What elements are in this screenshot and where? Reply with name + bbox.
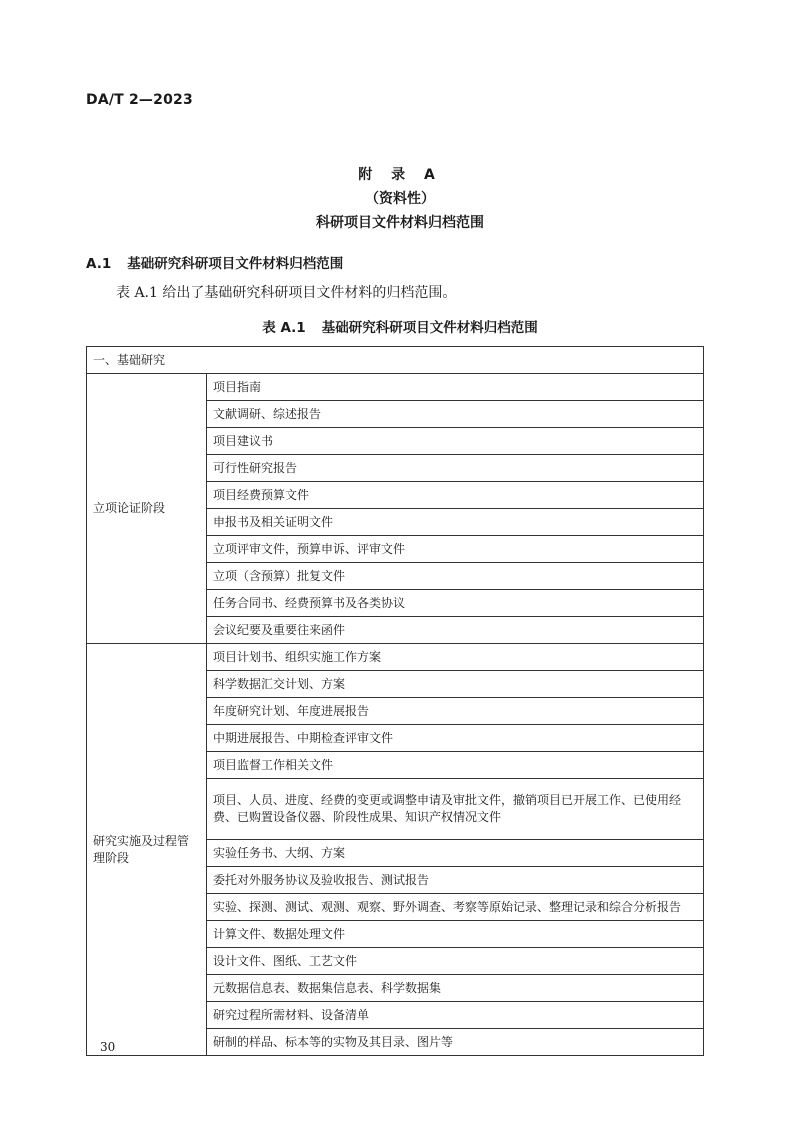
item-cell: 可行性研究报告 — [207, 455, 704, 482]
item-cell: 文献调研、综述报告 — [207, 401, 704, 428]
item-cell: 研制的样品、标本等的实物及其目录、图片等 — [207, 1029, 704, 1056]
stage-cell: 研究实施及过程管理阶段 — [87, 644, 207, 1056]
table-caption-number: 表 A.1 — [262, 320, 306, 336]
item-cell: 项目计划书、组织实施工作方案 — [207, 644, 704, 671]
item-cell: 计算文件、数据处理文件 — [207, 921, 704, 948]
item-cell: 项目建议书 — [207, 428, 704, 455]
item-cell: 年度研究计划、年度进展报告 — [207, 698, 704, 725]
item-cell: 项目经费预算文件 — [207, 482, 704, 509]
category-cell: 一、基础研究 — [87, 347, 704, 374]
item-cell: 委托对外服务协议及验收报告、测试报告 — [207, 867, 704, 894]
page-number: 30 — [100, 1040, 116, 1054]
item-cell: 立项（含预算）批复文件 — [207, 563, 704, 590]
category-row — [87, 347, 704, 374]
item-cell: 元数据信息表、数据集信息表、科学数据集 — [207, 975, 704, 1002]
table-row — [87, 374, 704, 401]
item-cell: 项目、人员、进度、经费的变更或调整申请及审批文件，撤销项目已开展工作、已使用经费、已购置设备仪器、阶段性成果、知识产权情况文件 — [207, 779, 704, 840]
appendix-subject: 科研项目文件材料归档范围 — [316, 215, 484, 231]
item-cell: 立项评审文件，预算申诉、评审文件 — [207, 536, 704, 563]
item-cell: 项目指南 — [207, 374, 704, 401]
section-paragraph: 表 A.1 给出了基础研究科研项目文件材料的归档范围。 — [116, 285, 457, 301]
item-cell: 研究过程所需材料、设备清单 — [207, 1002, 704, 1029]
item-cell: 实验、探测、测试、观测、观察、野外调查、考察等原始记录、整理记录和综合分析报告 — [207, 894, 704, 921]
table-caption-title: 基础研究科研项目文件材料归档范围 — [321, 320, 538, 336]
section-heading — [86, 252, 343, 272]
section-number: A.1 — [86, 256, 112, 272]
stage-cell: 立项论证阶段 — [87, 374, 207, 644]
item-cell: 设计文件、图纸、工艺文件 — [207, 948, 704, 975]
item-cell: 科学数据汇交计划、方案 — [207, 671, 704, 698]
table-row — [87, 644, 704, 671]
appendix-nature: （资料性） — [365, 191, 435, 207]
standard-code: DA/T 2—2023 — [86, 92, 193, 108]
item-cell: 任务合同书、经费预算书及各类协议 — [207, 590, 704, 617]
item-cell: 实验任务书、大纲、方案 — [207, 840, 704, 867]
section-title: 基础研究科研项目文件材料归档范围 — [127, 256, 344, 272]
item-cell: 申报书及相关证明文件 — [207, 509, 704, 536]
table-caption — [0, 316, 800, 336]
appendix-title: 附 录 A — [358, 167, 442, 183]
item-cell: 项目监督工作相关文件 — [207, 752, 704, 779]
item-cell: 中期进展报告、中期检查评审文件 — [207, 725, 704, 752]
item-cell: 会议纪要及重要往来函件 — [207, 617, 704, 644]
archive-range-table — [86, 346, 704, 1056]
table-body — [87, 347, 704, 1056]
